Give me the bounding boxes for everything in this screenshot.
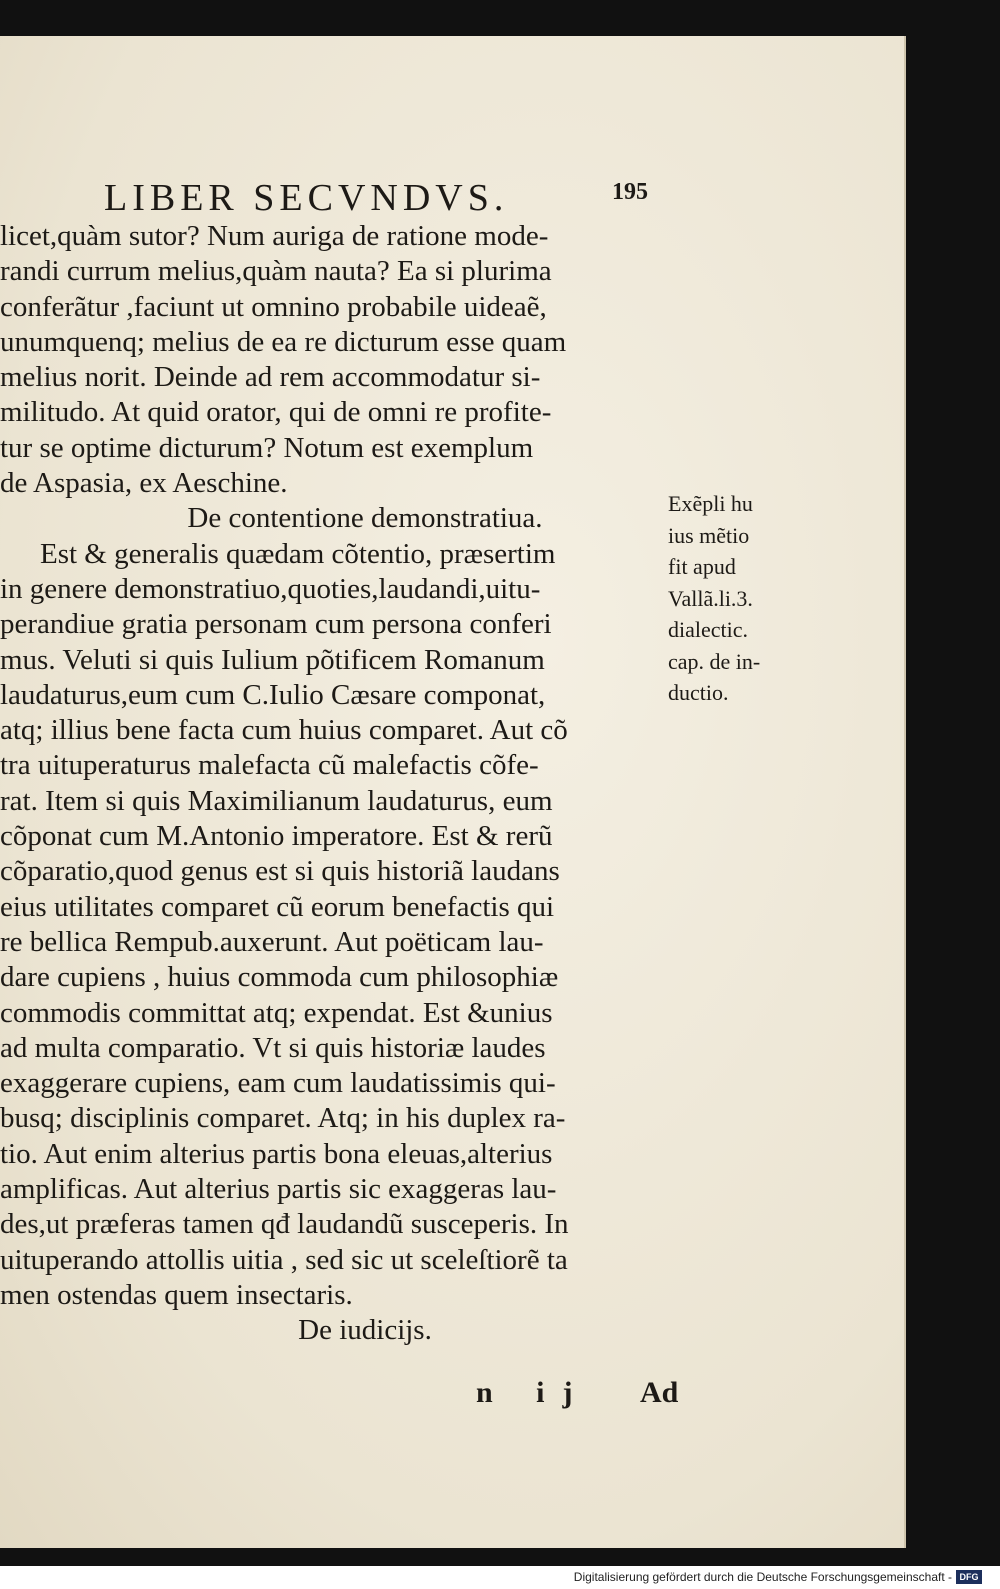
text-line: commodis committat atq; expendat. Est &unius (0, 996, 553, 1029)
text-line: eius utilitates comparet cũ eorum benefactis qui (0, 890, 555, 923)
text-line: laudaturus,eum cum C.Iulio Cæsare componat, (0, 678, 546, 711)
text-line: busq; disciplinis comparet. Atq; in his duplex ra- (0, 1102, 566, 1135)
text-line: men ostendas quem insectaris. (0, 1278, 353, 1311)
text-line: rat. Item si quis Maximilianum laudaturus, eum (0, 784, 553, 817)
section-heading: De iudicijs. (298, 1314, 432, 1347)
text-line: Est & generalis quædam cõtentio, præsertim (40, 537, 556, 570)
dfg-logo: DFG (956, 1570, 982, 1584)
page-footer (0, 1376, 700, 1416)
text-line: tio. Aut enim alterius partis bona eleuas,alterius (0, 1137, 553, 1170)
margin-note-line: dialectic. (668, 617, 749, 642)
text-line: cõparatio,quod genus est si quis historiã laudans (0, 855, 560, 888)
margin-note-line: fit apud (668, 554, 736, 579)
text-line: unumquenq; melius de ea re dicturum esse quam (0, 325, 567, 358)
text-line: re bellica Rempub.auxerunt. Aut poëticam lau- (0, 925, 544, 958)
text-line: cõponat cum M.Antonio imperatore. Est & rerũ (0, 820, 553, 853)
text-line: tra uituperaturus malefacta cũ malefactis cõfe- (0, 749, 539, 782)
section-heading: De contentione demonstratiua. (187, 502, 543, 535)
text-line: in genere demonstratiuo,quoties,laudandi,uitu- (0, 572, 541, 605)
text-line: conferãtur ,faciunt ut omnino probabile uideaẽ, (0, 290, 547, 323)
text-line: randi currum melius,quàm nauta? Ea si plurima (0, 255, 552, 288)
catchword: Ad (640, 1376, 679, 1409)
text-line: melius norit. Deinde ad rem accommodatur si- (0, 361, 541, 394)
text-line: atq; illius bene facta cum huius comparet. Aut cõ (0, 714, 568, 747)
running-head: LIBER SECVNDVS. (104, 177, 509, 219)
text-line: dare cupiens , huius commoda cum philosophiæ (0, 961, 559, 994)
text-line: uituperando attollis uitia , sed sic ut sceleſtiorẽ ta (0, 1243, 568, 1276)
margin-note-line: cap. de in- (668, 648, 761, 674)
margin-note-line: Exẽpli hu (668, 491, 753, 516)
credit-bar (0, 1566, 1000, 1589)
page-number: 195 (612, 179, 648, 205)
text-line: licet,quàm sutor? Num auriga de ratione mode- (0, 220, 549, 252)
credit-text: Digitalisierung gefördert durch die Deutsche Forschungsgemeinschaft - (573, 1570, 952, 1584)
margin-note (668, 488, 798, 709)
book-page (0, 36, 906, 1548)
text-line: de Aspasia, ex Aeschine. (0, 467, 288, 500)
text-line: exaggerare cupiens, eam cum laudatissimis qui- (0, 1067, 556, 1100)
text-line: militudo. At quid orator, qui de omni re profite- (0, 396, 552, 429)
text-line: amplificas. Aut alterius partis sic exaggeras lau- (0, 1173, 557, 1206)
margin-note-line: ductio. (668, 680, 729, 705)
margin-note-line: ius mẽtio (668, 522, 750, 548)
text-line: perandiue gratia personam cum persona conferi (0, 608, 552, 641)
margin-note-line: Vallã.li.3. (668, 585, 753, 611)
body-text (0, 219, 690, 1349)
text-line: mus. Veluti si quis Iulium põtificem Romanum (0, 643, 545, 676)
text-line: des,ut præferas tamen qđ laudandũ susceperis. In (0, 1208, 569, 1241)
text-line: ad multa comparatio. Vt si quis historiæ laudes (0, 1031, 546, 1064)
text-line: tur se optime dicturum? Notum est exemplum (0, 431, 534, 464)
signature-mark: n ij (476, 1376, 591, 1409)
